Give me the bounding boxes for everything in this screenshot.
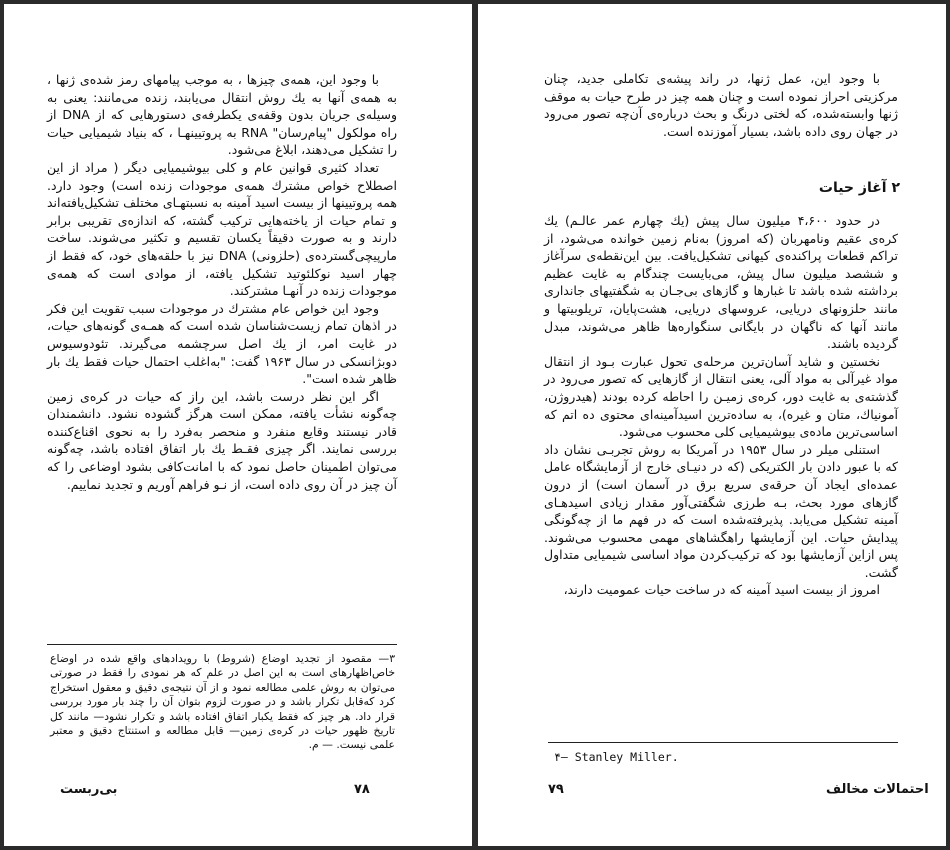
left-page-number: ۷۸ <box>354 782 370 797</box>
left-paragraph-2: تعداد كثیری قوانین عام و كلی بیوشیمیایی دیگر ( مراد از این اصطلاح خواص مشترك همه‌ی موجودات زنده است) وجود دارد. همه پروتیینها از بیست اسید آمینه به نسبتهـای مختلف تشكیل‌یافته‌اند و تمام حیات از یاخته‌هایی تركیب گشته، كه اندازه‌ی تقریبی برابر دارند و به صورت دقیقاً یكسان تقسیم و تكثیر می‌شوند. ساخت مارپیچی‌گسترده‌ی (حلزونی) DNA نیز با حلقه‌های خود، كه فقط از چهار اسید نوكلئوتید تشكیل یافته، از موادی است كه همه‌ی موجودات زنده در آنهـا مشتركند. <box>47 159 397 299</box>
left-page <box>4 4 472 846</box>
left-footnote: ۳— مقصود از تجدید اوضاع (شروط) با رویدادهای واقع شده در اوضاع خاص‌اظهارهای است به این اصل در علم كه هر نمودی را فقط در صورتی می‌توان به روش علمی مطالعه نمود و از آن نتیجه‌ی دقیق و معقول استخراج كرد كه‌قابل تكرار باشد و در صورت لزوم بتوان آن را چند بار مورد بررسی قرار داد. هر چیز كه فقط یكبار اتفاق افتاده باشد و تكرار نشود— مانند كل تاریخ ظهور حیات در كره‌ی زمین— قابل مطالعه و استنتاج دقیق و معتبر علمی نیست. — م. <box>50 652 395 752</box>
right-intro-text <box>544 70 898 140</box>
right-footnote-divider <box>548 742 898 743</box>
section-title: ۲ آغاز حیات <box>818 180 900 196</box>
right-body-text <box>544 212 898 599</box>
left-running-head: بی‌ربست <box>60 782 118 797</box>
right-intro-paragraph: با وجود این، عمل ژنها، در راند پیشه‌ی تكاملی جدید، چنان مركزیتی احراز نموده است و چنان همه چیز در طرح حیات به موقف ژنها وابسته‌شده، كه لختی درنگ و بحث درباره‌ی آن‌چه تصور می‌رود در جهان روی داده باشد، بسیار آموزنده است. <box>544 71 898 139</box>
right-footnote: ۴— Stanley Miller. <box>554 750 679 764</box>
left-body-text <box>47 71 397 493</box>
right-running-head: احتمالات مخالف <box>826 782 929 797</box>
left-paragraph-3: وجود این خواص عام مشترك در موجودات سبب تقویت این فكر در اذهان تمام زیست‌شناسان شده است كه همـه‌ی گونه‌های حیات، در غایت امر، از یك اصل سرچشمه می‌گیرند. تئودوسیوس دوبژانسكی در سال ۱۹۶۳ گفت: "به‌اغلب احتمال حیات فقط یك بار ظاهر شده است". <box>47 300 397 387</box>
right-paragraph-3: استنلی میلر در سال ۱۹۵۳ در آمریكا به روش تجربـی نشان داد كه با عبور دادن بار الكتریكی (كه در دنیـای خارج از آزمایشگاه عامل عمده‌ای ایجاد آن حرقه‌ی سریع برق در آسمان است) از درون گازهای مورد بحث، بـه طرزی شگفتی‌آور مقدار زیادی اسیدهـای آمینه تشكیل می‌یابد. پذیرفته‌شده است كه در فهم ما از چه‌گونگی پیدایش حیات. این آزمایشها راهگشاهای مهمی محسوب می‌شوند. پس ازاین آزمایشها بود كه تركیب‌كردن مواد اساسی شیمیایی متداول گشت. <box>544 441 898 580</box>
right-paragraph-4: امروز از بیست اسید آمینه كه در ساخت حیات عمومیت دارند، <box>563 582 880 598</box>
right-page <box>478 4 946 846</box>
right-paragraph-2: نخستین و شاید آسان‌ترین مرحله‌ی تحول عبارت بـود از انتقال مواد غیرآلی به مواد آلی، یعنی انتقال از گازهایی كه تصور می‌رود در گذشته‌ی به غایت دور، كره‌ی زمیـن را احاطه كرده بودند (هیدروژن، آمونیاك، متان و غیره)، به ساده‌ترین اسیدآمینه‌ای محتوی ده اتم كه اساسی‌ترین ماده‌ی بیوشیمیایی كلی محسوب می‌شود. <box>544 353 898 440</box>
left-footnote-divider <box>47 644 397 645</box>
left-paragraph-4: اگر این نظر درست باشد، این راز كه حیات در كره‌ی زمین چه‌گونه نشأت یافته، ممكن است هرگز گشوده نشود. دانشمندان قادر نیستند وقایع منفرد و منحصر به‌فرد را به نحوی اقناع‌كننده بررسی نمایند. اگر چیزی فقـط یك بار اتفاق افتاده باشد، چه‌گونه می‌توان اطمینان حاصل نمود كه با امانت‌كافی بشود اوضاعی را كه آن چیز در آن روی داده است، از نـو فراهم آوریم و تجدید نماییم. <box>47 388 397 492</box>
right-page-number: ۷۹ <box>548 782 564 797</box>
right-paragraph-1: در حدود ۴،۶۰۰ میلیون سال پیش (یك چهارم عمر عالـم) یك كره‌ی عقیم ونامهربان (كه امروز) به‌نام زمین خوانده می‌شود، از تراكم قطعات پراكنده‌ی كیهانی تشكیل‌یافت. بین این‌نقطه‌ی سرآغاز و ششصد میلیون سال پیش، می‌بایست چندگام به غایت عظیم برداشته شده باشد تا غبارها و گازهای بی‌جـان به شگفتیهای جانداری مانند حلزونهای دریایی، عروسهای دریایی، هشت‌پایان، تریلوبیتها و مانند آنها كه ناگهان در بایگانی سنگواره‌ها ظاهر می‌شوند، مبدل گردیده باشند. <box>544 213 898 352</box>
left-paragraph-1: با وجود این، همه‌ی چیزها ، به موجب پیامهای رمز شده‌ی ژنها ، به همه‌ی آنها به یك روش انتقال می‌یابند، زنده می‌مانند: یعنی به وسیله‌ی جریان بدون وقفه‌ی یكطرفه‌ی دستورهایی كه از DNA از راه مولكول "پیام‌رسان" RNA به پروتیینهـا ، كه بنیاد شیمیایی حیات را تشكیل می‌دهند، ابلاغ می‌شود. <box>47 72 398 158</box>
